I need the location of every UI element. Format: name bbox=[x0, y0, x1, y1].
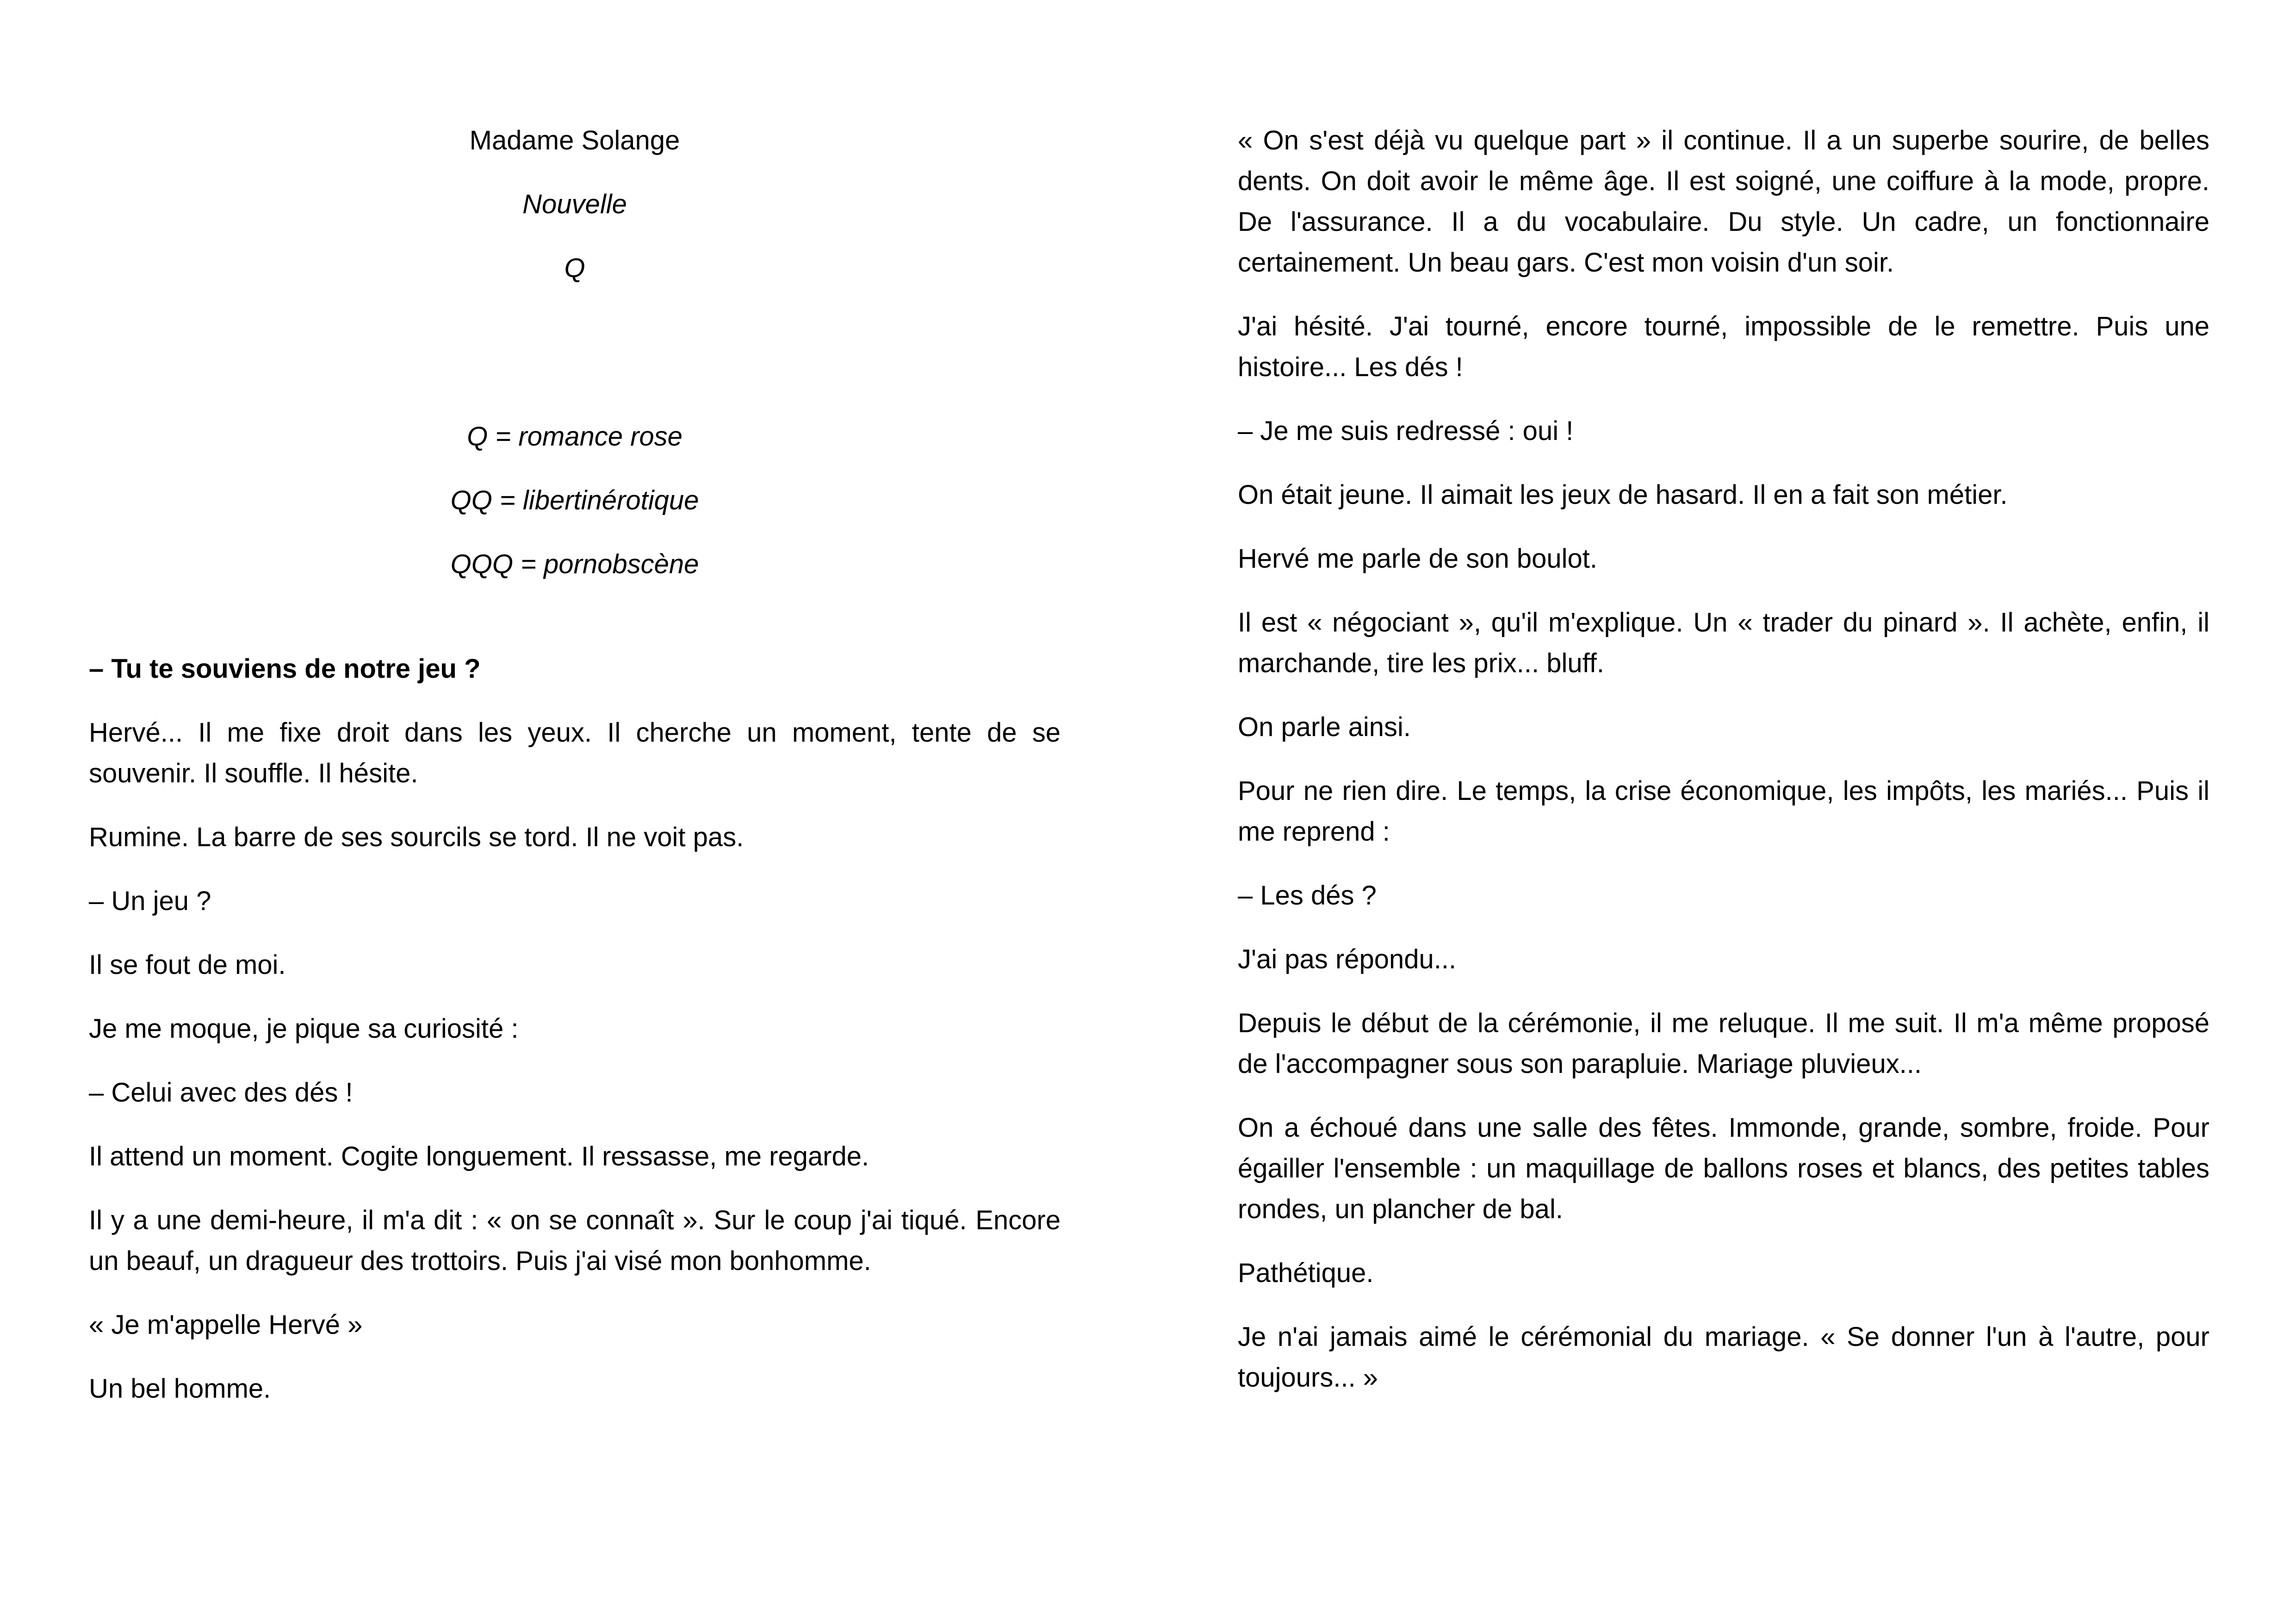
rating-legend bbox=[89, 416, 1061, 585]
spacer bbox=[89, 312, 1061, 416]
paragraph: – Les dés ? bbox=[1238, 880, 1377, 911]
legend-item: QQ = libertinérotique bbox=[450, 485, 699, 515]
story-rating: Q bbox=[564, 253, 585, 283]
paragraph: Un bel homme. bbox=[89, 1374, 271, 1404]
paragraph: « On s'est déjà vu quelque part » il continue. Il a un superbe sourire, de belles dents. On doit avoir le même âge. Il est soigné, une coiffure à la mode, propre. De l'assurance. Il a du vocabulaire. Du style. Un cadre, un fonctionnaire certainement. Un beau gars. C'est mon voisin d'un soir. bbox=[1238, 125, 2209, 278]
paragraph: Hervé me parle de son boulot. bbox=[1238, 544, 1597, 574]
paragraph: Rumine. La barre de ses sourcils se tord. Il ne voit pas. bbox=[89, 822, 744, 852]
paragraph: On parle ainsi. bbox=[1238, 712, 1411, 742]
story-title: Madame Solange bbox=[469, 125, 680, 155]
paragraph: Il y a une demi-heure, il m'a dit : « on se connaît ». Sur le coup j'ai tiqué. Encore un beauf, un dragueur des trottoirs. Puis j'ai visé mon bonhomme. bbox=[89, 1205, 1061, 1276]
paragraph: Hervé... Il me fixe droit dans les yeux. Il cherche un moment, tente de se souvenir. Il souffle. Il hésite. bbox=[89, 718, 1061, 788]
paragraph: On était jeune. Il aimait les jeux de hasard. Il en a fait son métier. bbox=[1238, 480, 2008, 510]
paragraph: – Je me suis redressé : oui ! bbox=[1238, 416, 1574, 446]
paragraph: J'ai pas répondu... bbox=[1238, 944, 1457, 974]
paragraph: Je n'ai jamais aimé le cérémonial du mariage. « Se donner l'un à l'autre, pour toujours... » bbox=[1238, 1322, 2209, 1393]
paragraph: Pathétique. bbox=[1238, 1258, 1374, 1288]
right-column bbox=[1238, 120, 2209, 1421]
story-genre: Nouvelle bbox=[522, 189, 627, 219]
left-column bbox=[89, 120, 1061, 1432]
paragraph: – Un jeu ? bbox=[89, 886, 211, 916]
paragraph: Il est « négociant », qu'il m'explique. Un « trader du pinard ». Il achète, enfin, il marchande, tire les prix... bluff. bbox=[1238, 607, 2209, 678]
paragraph: « Je m'appelle Hervé » bbox=[89, 1310, 363, 1340]
paragraph: Depuis le début de la cérémonie, il me reluque. Il me suit. Il m'a même proposé de l'accompagner sous son parapluie. Mariage pluvieux... bbox=[1238, 1008, 2209, 1079]
spacer bbox=[89, 608, 1061, 649]
paragraph: Pour ne rien dire. Le temps, la crise économique, les impôts, les mariés... Puis il me reprend : bbox=[1238, 776, 2209, 847]
paragraph: J'ai hésité. J'ai tourné, encore tourné, impossible de le remettre. Puis une histoire... Les dés ! bbox=[1238, 311, 2209, 382]
legend-item: QQQ = pornobscène bbox=[450, 549, 699, 579]
paragraph: On a échoué dans une salle des fêtes. Immonde, grande, sombre, froide. Pour égailler l'ensemble : un maquillage de ballons roses et blancs, des petites tables rondes, un plancher de bal. bbox=[1238, 1113, 2209, 1224]
paragraph: Il se fout de moi. bbox=[89, 950, 286, 980]
title-block bbox=[89, 120, 1061, 289]
opening-line: – Tu te souviens de notre jeu ? bbox=[89, 654, 481, 684]
paragraph: Il attend un moment. Cogite longuement. Il ressasse, me regarde. bbox=[89, 1141, 869, 1171]
legend-item: Q = romance rose bbox=[467, 421, 683, 452]
paragraph: – Celui avec des dés ! bbox=[89, 1078, 353, 1108]
paragraph: Je me moque, je pique sa curiosité : bbox=[89, 1014, 519, 1044]
